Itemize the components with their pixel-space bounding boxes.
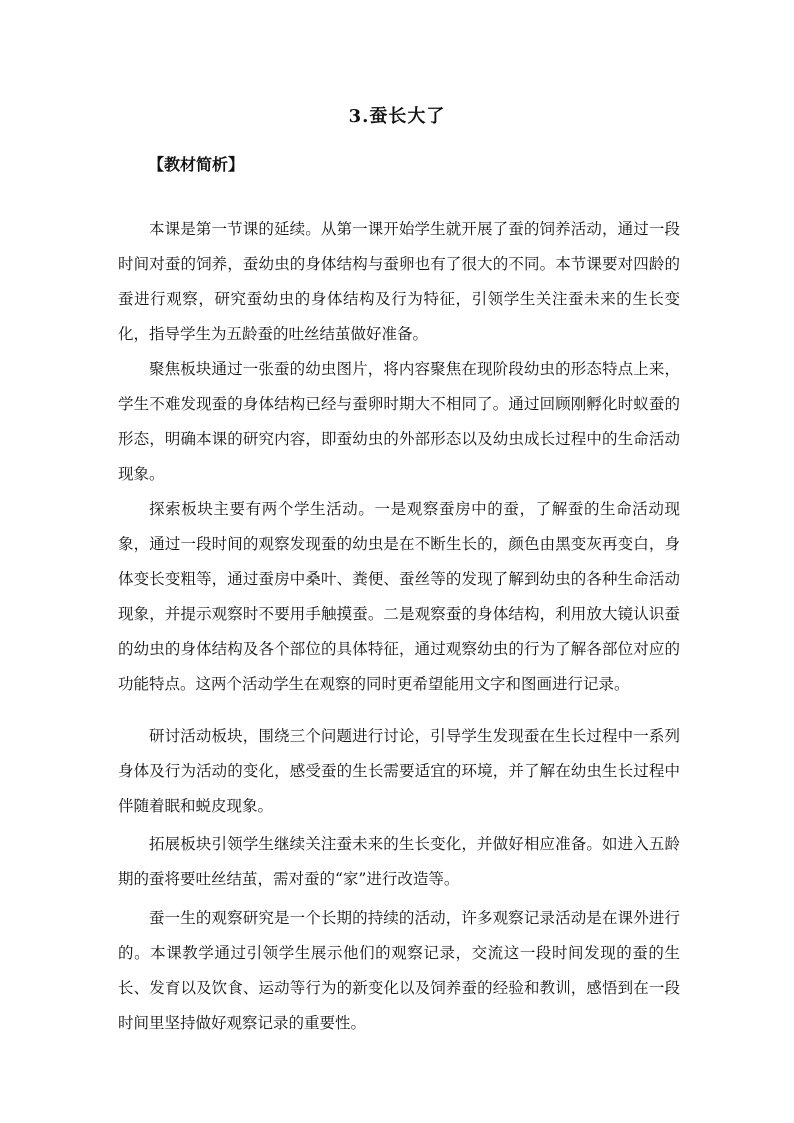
paragraph-3: 探索板块主要有两个学生活动。一是观察蚕房中的蚕，了解蚕的生命活动现象，通过一段时间的观察发现蚕的幼虫是在不断生长的，颜色由黑变灰再变白，身体变长变粗等，通过蚕房中桑叶、粪便、蚕丝等的发现了解到幼虫的各种生命活动现象，并提示观察时不要用手触摸蚕。二是观察蚕的身体结构，利用放大镜认识蚕的幼虫的身体结构及各个部位的具体特征，通过观察幼虫的行为了解各部位对应的功能特点。这两个活动学生在观察的同时更希望能用文字和图画进行记录。 [118, 499, 680, 693]
document-title: 3.蚕长大了 [348, 106, 446, 127]
paragraph-4: 研讨活动板块，围绕三个问题进行讨论，引导学生发现蚕在生长过程中一系列身体及行为活动的变化，感受蚕的生长需要适宜的环境，并了解在幼虫生长过程中伴随着眠和蜕皮现象。 [118, 726, 680, 815]
paragraph-1: 本课是第一节课的延续。从第一课开始学生就开展了蚕的饲养活动，通过一段时间对蚕的饲养，蚕幼虫的身体结构与蚕卵也有了很大的不同。本节课要对四龄的蚕进行观察，研究蚕幼虫的身体结构及行为特征，引领学生关注蚕未来的生长变化，指导学生为五龄蚕的吐丝结茧做好准备。 [118, 219, 680, 343]
section-heading: 【教材简析】 [148, 155, 245, 174]
paragraph-2: 聚焦板块通过一张蚕的幼虫图片，将内容聚焦在现阶段幼虫的形态特点上来，学生不难发现蚕的身体结构已经与蚕卵时期大不相同了。通过回顾刚孵化时蚁蚕的形态，明确本课的研究内容，即蚕幼虫的外部形态以及幼虫成长过程中的生命活动现象。 [118, 359, 680, 483]
paragraph-5: 拓展板块引领学生继续关注蚕未来的生长变化，并做好相应准备。如进入五龄期的蚕将要吐丝结茧，需对蚕的“家”进行改造等。 [118, 834, 680, 888]
paragraph-6: 蚕一生的观察研究是一个长期的持续的活动，许多观察记录活动是在课外进行的。本课教学通过引领学生展示他们的观察记录，交流这一段时间发现的蚕的生长、发育以及饮食、运动等行为的新变化以及饲养蚕的经验和教训，感悟到在一段时间里坚持做好观察记录的重要性。 [118, 908, 680, 1032]
